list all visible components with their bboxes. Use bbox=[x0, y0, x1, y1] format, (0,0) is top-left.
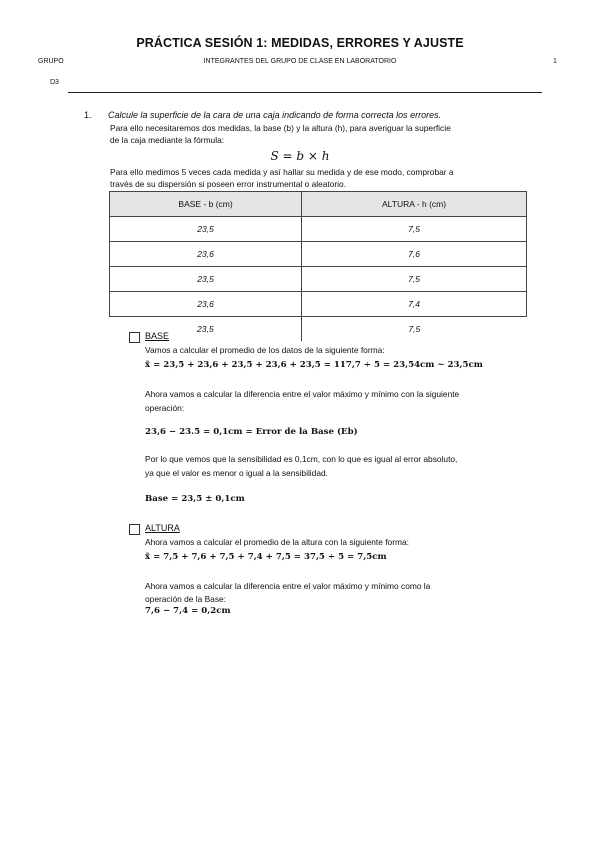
base-cell: 23,6 bbox=[110, 242, 302, 267]
question-statement: Calcule la superficie de la cara de una caja indicando de forma correcta los errores. bbox=[108, 110, 442, 120]
measurements-table bbox=[109, 191, 527, 341]
base-diff-intro-1: Ahora vamos a calcular la diferencia entre el valor máximo y mínimo con la siguiente bbox=[145, 389, 460, 399]
base-diff-intro-2: operación: bbox=[145, 403, 185, 413]
altura-cell: 7,5 bbox=[302, 317, 527, 342]
altura-diff-intro-2: operación de la Base: bbox=[145, 594, 227, 604]
altura-diff-intro-1: Ahora vamos a calcular la diferencia entre el valor máximo y mínimo como la bbox=[145, 581, 431, 591]
base-column-header: BASE - b (cm) bbox=[110, 192, 302, 217]
base-section-label: BASE bbox=[145, 331, 170, 341]
method-line-1: Para ello medimos 5 veces cada medida y así hallar su medida y de ese modo, comprobar a bbox=[110, 167, 454, 177]
table-row bbox=[110, 317, 527, 342]
base-cell: 23,6 bbox=[110, 292, 302, 317]
base-checkbox[interactable] bbox=[129, 332, 140, 343]
altura-cell: 7,4 bbox=[302, 292, 527, 317]
page-title: PRÁCTICA SESIÓN 1: MEDIDAS, ERRORES Y AJUSTE bbox=[136, 36, 464, 50]
table-row bbox=[110, 242, 527, 267]
altura-cell: 7,6 bbox=[302, 242, 527, 267]
altura-cell: 7,5 bbox=[302, 267, 527, 292]
base-cell: 23,5 bbox=[110, 217, 302, 242]
table-row bbox=[110, 217, 527, 242]
area-formula: S = b × h bbox=[270, 149, 330, 163]
page-number: 1 bbox=[553, 58, 557, 65]
altura-cell: 7,5 bbox=[302, 217, 527, 242]
group-label: GRUPO bbox=[38, 58, 64, 65]
base-cell: 23,5 bbox=[110, 267, 302, 292]
intro-line-1: Para ello necesitaremos dos medidas, la base (b) y la altura (h), para averiguar la superficie bbox=[110, 123, 451, 133]
altura-diff-equation: 7,6 − 7,4 = 0,2cm bbox=[145, 606, 231, 616]
base-diff-equation: 23,6 − 23.5 = 0,1cm = Error de la Base (Eb) bbox=[145, 427, 358, 437]
altura-mean-equation: x̄ = 7,5 + 7,6 + 7,5 + 7,4 + 7,5 = 37,5 ÷ 5 = 7,5cm bbox=[145, 552, 387, 562]
table-row bbox=[110, 292, 527, 317]
question-number: 1. bbox=[84, 110, 92, 120]
base-sensitivity-1: Por lo que vemos que la sensibilidad es 0,1cm, con lo que es igual al error absoluto, bbox=[145, 454, 458, 464]
group-value: D3 bbox=[50, 79, 59, 86]
table-header-row bbox=[110, 192, 527, 217]
table-row bbox=[110, 267, 527, 292]
method-line-2: través de su dispersión si poseen error instrumental o aleatorio. bbox=[110, 179, 347, 189]
base-cell: 23,5 bbox=[110, 317, 302, 342]
intro-line-2: de la caja mediante la fórmula: bbox=[110, 135, 225, 145]
base-mean-equation: x̄ = 23,5 + 23,6 + 23,5 + 23,6 + 23,5 = 117,7 ÷ 5 = 23,54cm ~ 23,5cm bbox=[145, 360, 483, 370]
altura-checkbox[interactable] bbox=[129, 524, 140, 535]
altura-column-header: ALTURA - h (cm) bbox=[302, 192, 527, 217]
members-label: INTEGRANTES DEL GRUPO DE CLASE EN LABORATORIO bbox=[203, 58, 397, 65]
altura-section-label: ALTURA bbox=[145, 523, 180, 533]
header-divider bbox=[68, 92, 542, 93]
base-result-equation: Base = 23,5 ± 0,1cm bbox=[145, 494, 245, 504]
base-sensitivity-2: ya que el valor es menor o igual a la sensibilidad. bbox=[145, 468, 328, 478]
base-mean-intro: Vamos a calcular el promedio de los datos de la siguiente forma: bbox=[145, 345, 385, 355]
altura-mean-intro: Ahora vamos a calcular el promedio de la altura con la siguiente forma: bbox=[145, 537, 409, 547]
